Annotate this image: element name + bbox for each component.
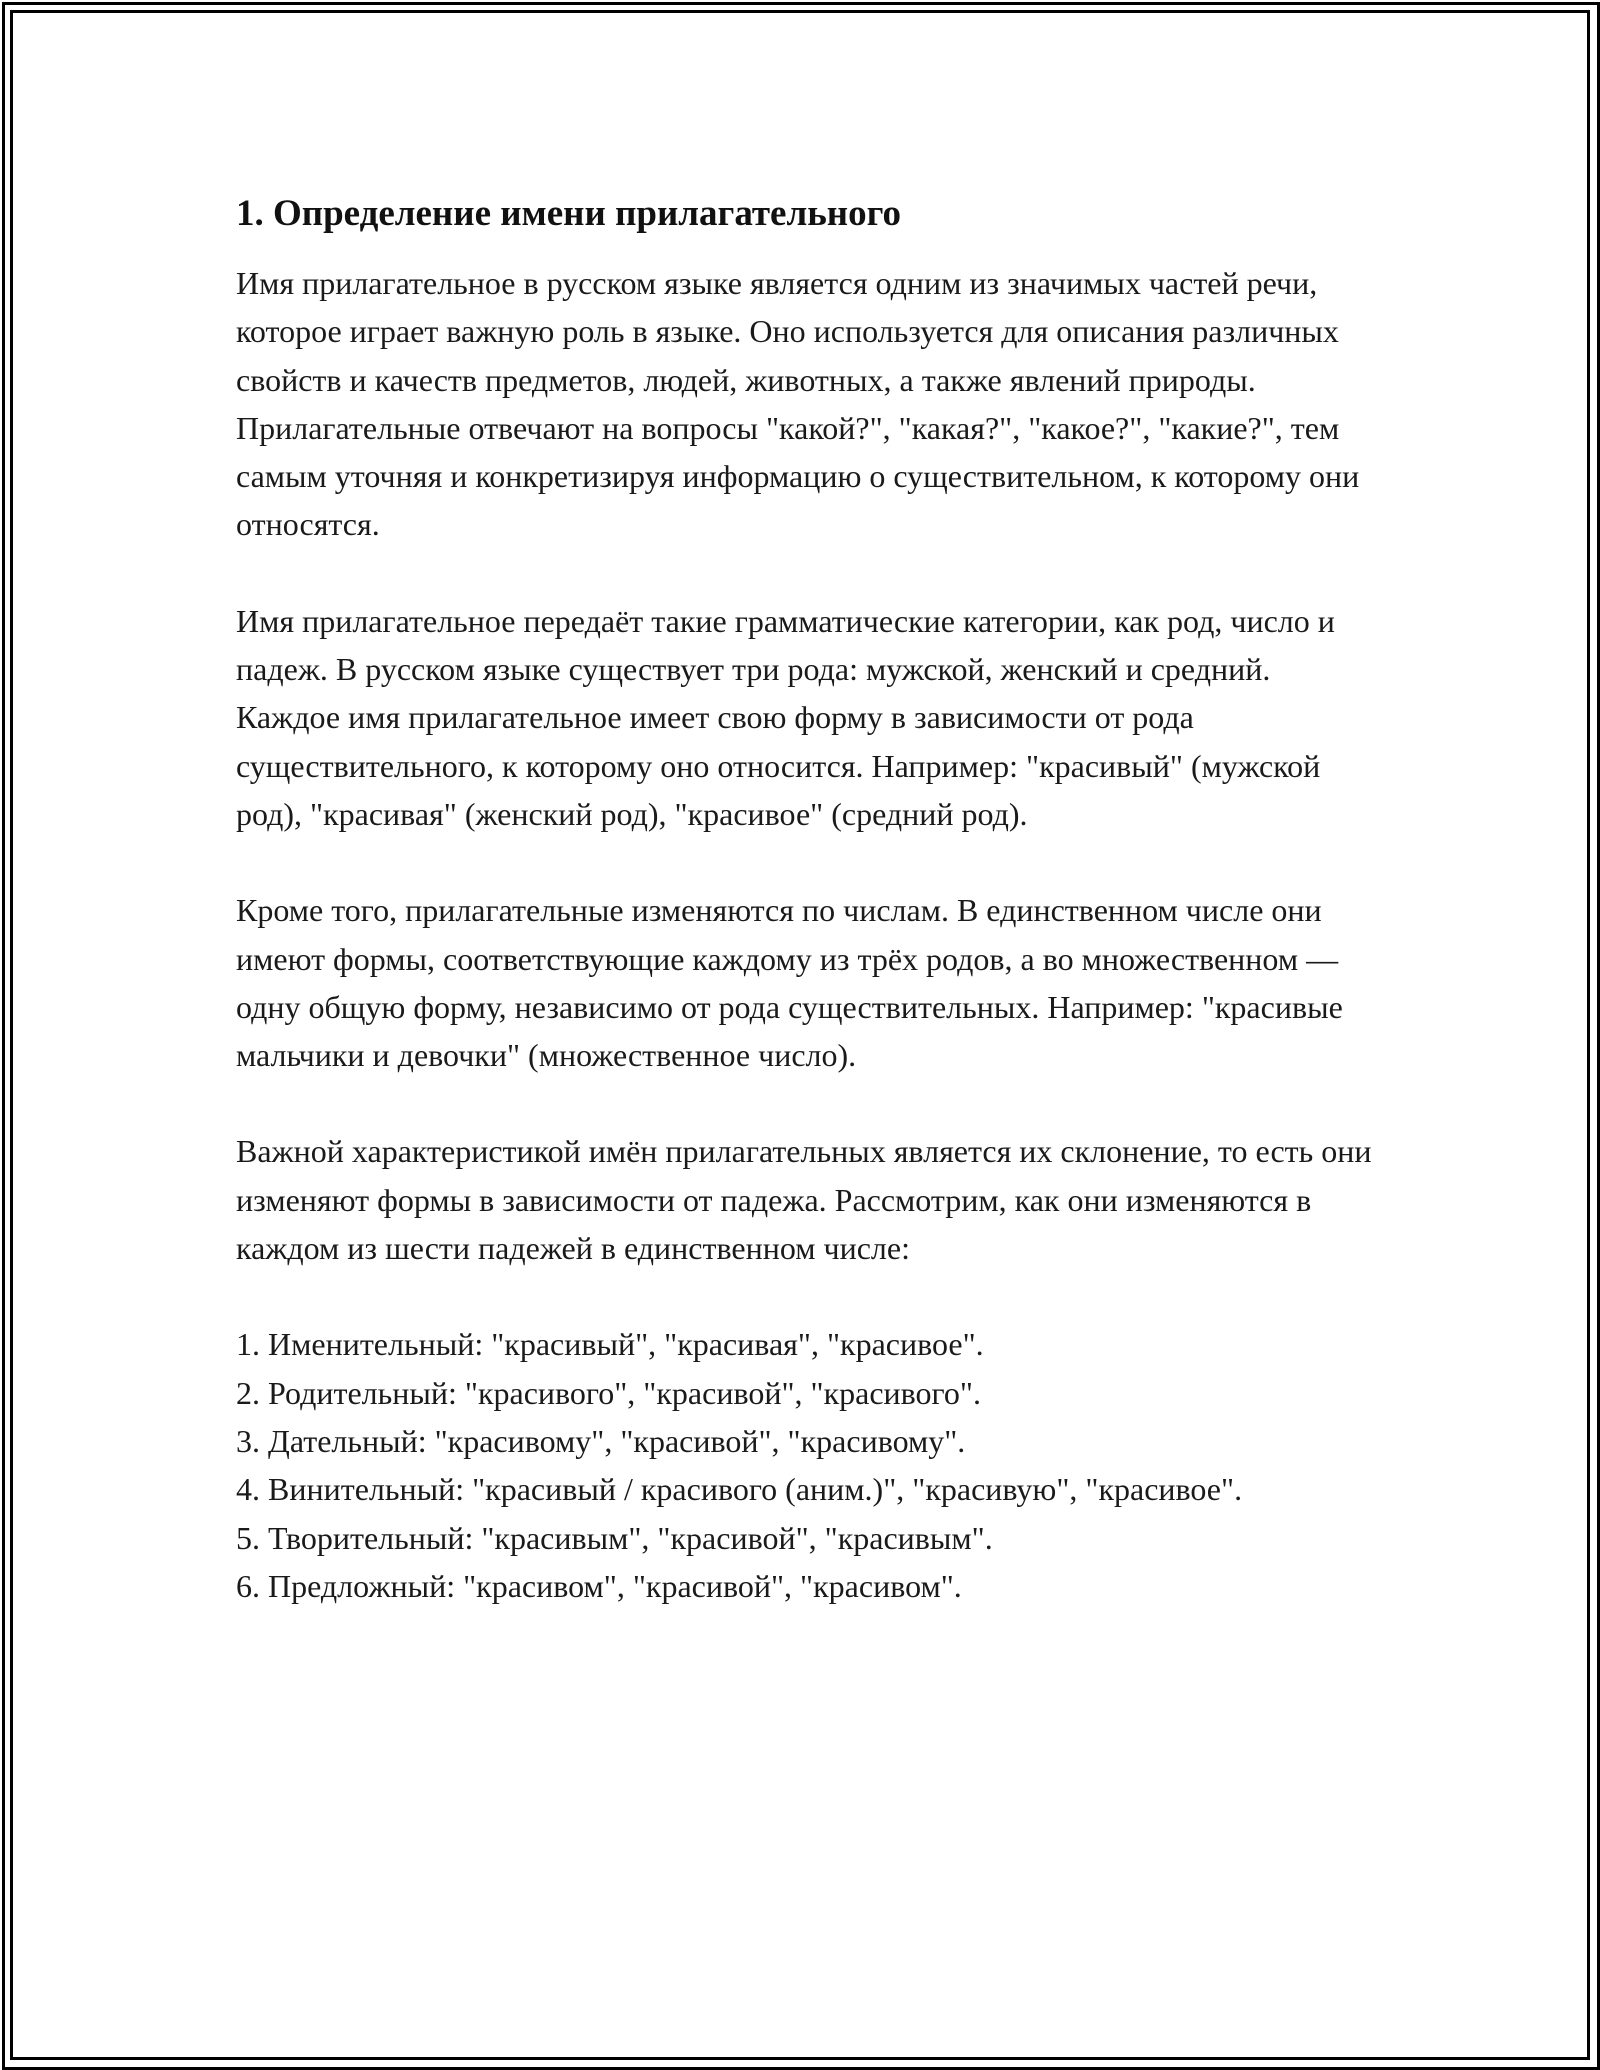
case-list <box>236 1320 1376 1610</box>
paragraph-declension: Важной характеристикой имён прилагательных является их склонение, то есть они изменяют формы в зависимости от падежа. Рассмотрим, как они изменяются в каждом из шести падежей в единственном числе: <box>236 1133 1372 1267</box>
list-item: 2. Родительный: "красивого", "красивой", "красивого". <box>236 1374 981 1411</box>
section-heading: 1. Определение имени прилагательного <box>236 193 902 234</box>
list-item: 6. Предложный: "красивом", "красивой", "красивом". <box>236 1567 962 1604</box>
paragraph-definition: Имя прилагательное в русском языке является одним из значимых частей речи, которое играет важную роль в языке. Оно используется для описания различных свойств и качеств предметов, людей, животных, а также явлений природы. Прилагательные отвечают на вопросы "какой?", "какая?", "какое?", "какие?", тем самым уточняя и конкретизируя информацию о существительном, к которому они относятся. <box>236 265 1360 543</box>
list-item: 3. Дательный: "красивому", "красивой", "красивому". <box>236 1422 966 1459</box>
document-body <box>236 185 1376 1610</box>
list-item: 1. Именительный: "красивый", "красивая", "красивое". <box>236 1326 984 1363</box>
paragraph-number: Кроме того, прилагательные изменяются по числам. В единственном числе они имеют формы, соответствующие каждому из трёх родов, а во множественном — одну общую форму, независимо от рода существительных. Например: "красивые мальчики и девочки" (множественное число). <box>236 892 1343 1074</box>
paragraph-gender: Имя прилагательное передаёт такие грамматические категории, как род, число и падеж. В русском языке существует три рода: мужской, женский и средний. Каждое имя прилагательное имеет свою форму в зависимости от рода существительного, к которому оно относится. Например: "красивый" (мужской род), "красивая" (женский род), "красивое" (средний род). <box>236 602 1335 832</box>
list-item: 4. Винительный: "красивый / красивого (аним.)", "красивую", "красивое". <box>236 1471 1243 1508</box>
list-item: 5. Творительный: "красивым", "красивой", "красивым". <box>236 1519 993 1556</box>
